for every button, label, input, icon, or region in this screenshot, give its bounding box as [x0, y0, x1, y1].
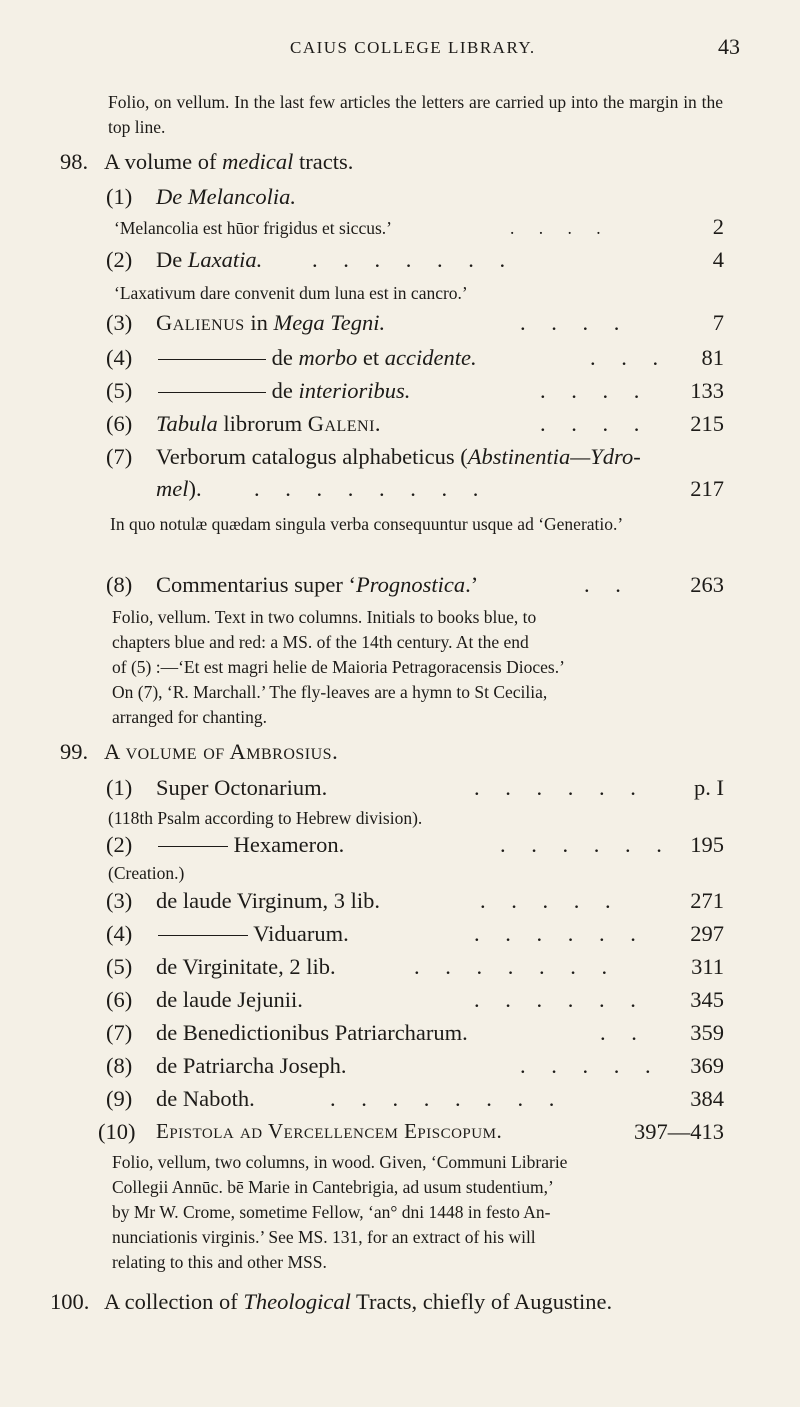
- entry-title: A collection of Theological Tracts, chiefly of Augustine.: [104, 1289, 613, 1314]
- entry-99-item-1-note: (118th Psalm according to Hebrew division).: [108, 808, 423, 828]
- page-ref: 369: [690, 1053, 724, 1078]
- ditto-rule: [158, 935, 248, 936]
- entry-number: 99.: [60, 739, 89, 764]
- item-title: de morbo et accidente.: [158, 341, 477, 374]
- page-ref: 297: [690, 921, 724, 946]
- page-ref: 311: [691, 954, 724, 979]
- page-number: 43: [718, 34, 740, 59]
- entry-title: A volume of Ambrosius.: [104, 739, 339, 764]
- page-ref: p. I: [694, 775, 724, 800]
- item-title: Hexameron.: [158, 828, 344, 861]
- intro-note: Folio, on vellum. In the last few articles the letters are carried up into the margin in the top line.: [108, 92, 723, 137]
- item-title: de Virginitate, 2 lib.: [156, 954, 336, 979]
- page-ref: 4: [712, 247, 724, 272]
- page-ref: 397—413: [634, 1119, 724, 1144]
- item-title: Tabula librorum Galeni.: [156, 411, 382, 436]
- item-title: de interioribus.: [158, 374, 410, 407]
- item-title: Galienus in Mega Tegni.: [156, 310, 386, 335]
- item-title: Epistola ad Vercellencem Episcopum.: [156, 1119, 503, 1143]
- page-header: [0, 34, 800, 74]
- running-title: CAIUS COLLEGE LIBRARY.: [290, 38, 536, 57]
- item-title: de laude Virginum, 3 lib.: [156, 888, 381, 913]
- page-ref: 81: [701, 345, 724, 370]
- page-ref: 345: [690, 987, 724, 1012]
- item-title: de Naboth.: [156, 1086, 255, 1111]
- entry-number: 100.: [50, 1289, 90, 1314]
- item-title: Viduarum.: [158, 917, 349, 950]
- item-title: De Melancolia.: [156, 184, 296, 209]
- page-ref: 195: [690, 832, 724, 857]
- item-index: (1): [106, 184, 133, 209]
- item-title: Super Octonarium.: [156, 775, 328, 800]
- page-ref: 359: [690, 1020, 724, 1045]
- page-ref: 2: [712, 214, 724, 239]
- item-title: de Patriarcha Joseph.: [156, 1053, 347, 1078]
- incipit: ‘Melancolia est hūor frigidus et siccus.’: [114, 218, 392, 238]
- page-ref: 7: [712, 310, 724, 335]
- ditto-rule: [158, 846, 228, 847]
- item-title: de laude Jejunii.: [156, 987, 303, 1012]
- item-title: de Benedictionibus Patriarcharum.: [156, 1020, 468, 1045]
- page-ref: 215: [690, 411, 724, 436]
- item-title: Verborum catalogus alphabeticus (Abstinentia—Ydro-: [156, 444, 641, 469]
- entry-number: 98.: [60, 149, 89, 174]
- page-ref: 133: [690, 378, 724, 403]
- entry-98-item-2-incipit: ‘Laxativum dare convenit dum luna est in cancro.’: [114, 283, 468, 303]
- entry-98-item-7-note: In quo notulæ quædam singula verba consequuntur usque ad ‘Generatio.’: [110, 514, 624, 534]
- entry-99-item-2-note: (Creation.): [108, 863, 185, 883]
- entry-title: A volume of medical tracts.: [104, 149, 354, 174]
- item-title: Commentarius super ‘Prognostica.’: [156, 572, 479, 597]
- ditto-rule: [158, 359, 266, 360]
- page-ref: 271: [690, 888, 724, 913]
- page-ref: 263: [690, 572, 724, 597]
- page-ref: 384: [690, 1086, 724, 1111]
- item-title: De Laxatia.: [156, 247, 263, 272]
- page-ref: 217: [690, 476, 724, 501]
- catalogue-page: CAIUS COLLEGE LIBRARY. 43 Folio, on vellum. In the last few articles the letters are carried up into the margin in the top line. 98. A volume of medical tracts. (1) De Melancolia. ‘Melancolia est hūor frigidus et siccus.’ . . . . 2 (2) De Laxatia. . . . . . . . 4 ‘Laxativum dare convenit dum luna est in cancro.’ (3) Galienus in Mega Tegni. . . . . 7 (4) de morbo et accidente. . . . 81 (5) de interioribus. . . . . 133 (6) Tabula librorum Galeni. . . . . 215 (7) Verborum catalogus alphabeticus (Abstinentia—Ydro- mel). . . . . . . . . 217 In quo notulæ quædam singula verba consequuntur usque ad ‘Generatio.’ (8) Commentarius super ‘Prognostica.’ . . 263 Folio, vellum. Text in two columns. Initials to books blue, to chapters blue and red: a MS. of the 14th century. At the end of (5) :—‘Et est magri helie de Maioria Petragoracensis Dioces.’ On (7), ‘R. Marchall.’ The fly-leaves are a hymn to St Cecilia, arranged for chanting. 99. A volume of Ambrosius. (1) Super Octonarium. . . . . . . p. I (118th Psalm according to Hebrew division). (2) Hexameron. . . . . . . 195 (Creation.) (3) de laude Virginum, 3 lib. . . . . . 271 (4) Viduarum. . . . . . . 297 (5) de Virginitate, 2 lib. . . . . . . . 311 (6) de laude Jejunii. . . . . . . 345 (7) de Benedictionibus Patriarcharum. . . 359 (8) de Patriarcha Joseph. . . . . . 369 (9) de Naboth. . . . . . . . . 384 (10) Epistola ad Vercellencem Episcopum. 397—413 Folio, vellum, two columns, in wood. Given, ‘Communi Librarie Collegii Annūc. bē Marie in Cantebrigia, ad usum studentium,’ by Mr W. Crome, sometime Fellow, ‘an° dni 1448 in festo An- nunciationis virginis.’ See MS. 131, for an extract of his will relating to this and other MSS. 100. A collection of Theological Tracts, chiefly of Augustine.: [0, 0, 800, 1407]
- ditto-rule: [158, 392, 266, 393]
